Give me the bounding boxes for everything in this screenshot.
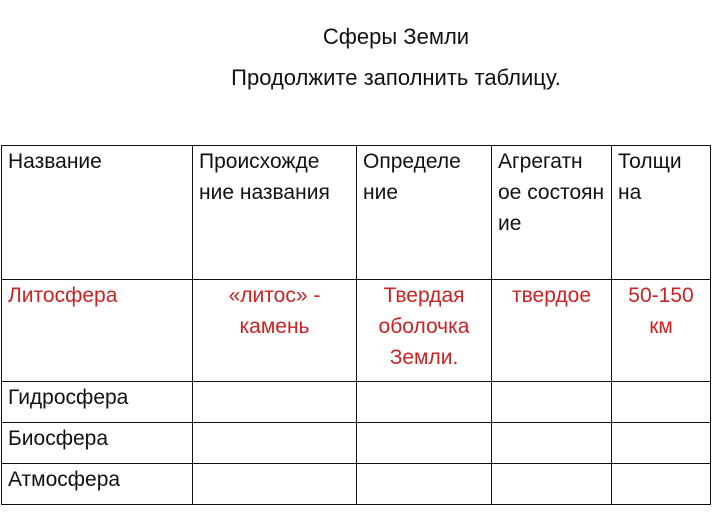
table-row-biosphere <box>2 423 711 464</box>
header-state: Агрегатн ое состоян ие <box>492 146 612 280</box>
cell-empty[interactable] <box>193 464 357 505</box>
cell-lithosphere-state: твердое <box>492 280 612 382</box>
cell-lithosphere-definition: Твердая оболочка Земли. <box>357 280 492 382</box>
table-header-row <box>2 146 711 280</box>
cell-lithosphere-thickness: 50-150 км <box>612 280 711 382</box>
cell-lithosphere-name: Литосфера <box>2 280 193 382</box>
cell-hydrosphere-name: Гидросфера <box>2 382 193 423</box>
task-instruction: Продолжите заполнить таблицу. <box>231 65 561 90</box>
table-row-lithosphere <box>2 280 711 382</box>
cell-empty[interactable] <box>612 423 711 464</box>
cell-empty[interactable] <box>193 382 357 423</box>
cell-empty[interactable] <box>492 382 612 423</box>
cell-empty[interactable] <box>357 382 492 423</box>
cell-empty[interactable] <box>612 464 711 505</box>
page-title: Сферы Земли <box>322 24 470 49</box>
header-definition: Определе ние <box>357 146 492 280</box>
header-thickness: Толщи на <box>612 146 711 280</box>
cell-empty[interactable] <box>492 423 612 464</box>
cell-empty[interactable] <box>357 464 492 505</box>
cell-biosphere-name: Биосфера <box>2 423 193 464</box>
cell-empty[interactable] <box>193 423 357 464</box>
cell-lithosphere-origin: «литос» - камень <box>193 280 357 382</box>
header-name: Название <box>2 146 193 280</box>
cell-empty[interactable] <box>612 382 711 423</box>
cell-atmosphere-name: Атмосфера <box>2 464 193 505</box>
header-origin: Происхожде ние названия <box>193 146 357 280</box>
cell-empty[interactable] <box>357 423 492 464</box>
table-row-hydrosphere <box>2 382 711 423</box>
spheres-table <box>1 145 711 505</box>
table-row-atmosphere <box>2 464 711 505</box>
cell-empty[interactable] <box>492 464 612 505</box>
